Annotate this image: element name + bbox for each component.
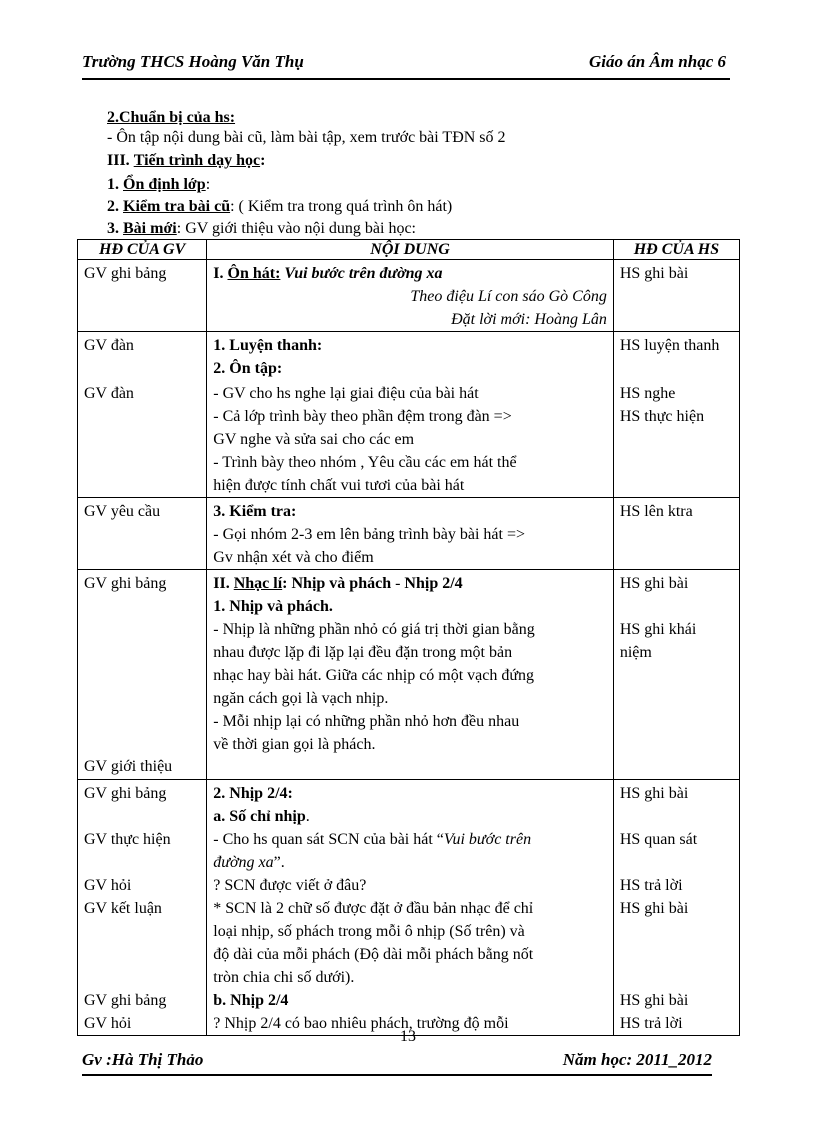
school-year: Năm học: 2011_2012	[562, 1050, 712, 1069]
prep-line: - Ôn tập nội dung bài cũ, làm bài tập, xem trước bài TĐN số 2	[107, 129, 506, 146]
teacher-name: Gv :Hà Thị Thảo	[82, 1050, 204, 1069]
table-row: GV ghi bảng I. Ôn hát: Vui bước trên đường xa Theo điệu Lí con sáo Gò Công Đặt lời mới: Hoàng Lân HS ghi bài	[78, 260, 740, 332]
page-number: 13	[400, 1028, 416, 1045]
school-name: Trường THCS Hoàng Văn Thụ	[82, 52, 304, 71]
table-row: GV giới thiệu GV ghi bảng GV thực hiện GV hỏi GV kết luận GV ghi bảng GV hỏi 2. Nhịp 2/4: a. Số chỉ nhịp. - Cho hs quan sát SCN của bài hát “Vui bước trên đường xa”. ? SCN được viết ở đâu? * SCN là 2 chữ số được đặt ở đầu bản nhạc để chỉ loại nhịp, số phách trong mỗi ô nhịp (Số trên) và độ dài của mỗi phách (Độ dài mỗi phách bằng nốt tròn chia chi số dưới). b. Nhịp 2/4 ? Nhịp 2/4 có bao nhiêu phách, trường độ mỗi HS ghi bài HS quan sát HS trả lời HS ghi bài HS ghi bài HS trả lời	[78, 780, 740, 1036]
table-header-row	[78, 240, 740, 260]
document-title: Giáo án Âm nhạc 6	[589, 52, 726, 71]
col-teacher-header: HĐ CỦA GV	[78, 240, 207, 260]
col-content-header: NỘI DUNG	[207, 240, 614, 260]
table-row: GV yêu cầu 3. Kiểm tra: - Gọi nhóm 2-3 em lên bảng trình bày bài hát => Gv nhận xét và cho điểm HS lên ktra	[78, 498, 740, 570]
table-row: GV đàn - GV cho hs nghe lại giai điệu của bài hát - Cả lớp trình bày theo phần đệm trong đàn => GV nghe và sửa sai cho các em - Trình bày theo nhóm , Yêu cầu các em hát thể hiện được tính chất vui tươi của bài hát HS nghe HS thực hiện	[78, 380, 740, 498]
step-3: 3. Bài mới: GV giới thiệu vào nội dung bài học:	[107, 220, 416, 237]
page-header	[82, 50, 730, 80]
review-song-title: I. Ôn hát: Vui bước trên đường xa	[213, 265, 443, 282]
music-theory-title: II. Nhạc lí: Nhịp và phách - Nhịp 2/4	[213, 575, 463, 592]
prep-title: 2.Chuẩn bị của hs:	[107, 109, 236, 126]
step-2: 2. Kiểm tra bài cũ: ( Kiểm tra trong quá trình ôn hát)	[107, 198, 453, 215]
prep-heading	[107, 108, 235, 128]
section-3-title: Tiến trình dạy học	[133, 152, 261, 169]
lesson-table	[77, 239, 740, 1036]
step-1: 1. Ổn định lớp:	[107, 176, 211, 193]
col-student-header: HĐ CỦA HS	[613, 240, 739, 260]
table-row: GV ghi bảng II. Nhạc lí: Nhịp và phách - Nhịp 2/4 1. Nhịp và phách. - Nhịp là những phần nhỏ có giá trị thời gian bằng nhau được lặp đi lặp lại đều đặn trong một bản nhạc hay bài hát. Giữa các nhịp có một vạch đứng ngăn cách gọi là vạch nhịp. - Mỗi nhịp lại có những phần nhỏ hơn đều nhau về thời gian gọi là phách. HS ghi bài HS ghi khái niệm	[78, 570, 740, 780]
page-footer	[82, 1050, 712, 1076]
table-row: GV đàn 1. Luyện thanh: 2. Ôn tập: HS luyện thanh	[78, 332, 740, 381]
section-3-heading: III. Tiến trình dạy học:	[107, 152, 266, 169]
